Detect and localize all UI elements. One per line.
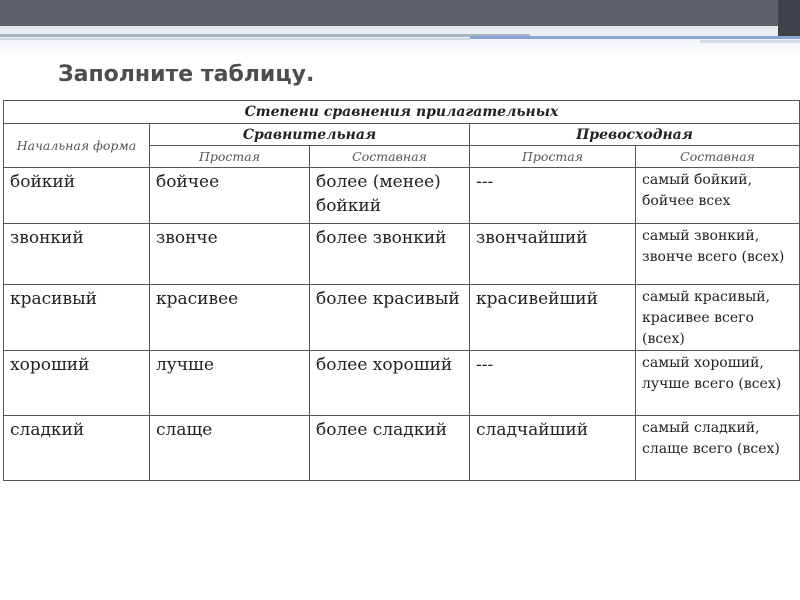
decor-corner: [778, 0, 800, 36]
table-row: [4, 416, 800, 481]
cell-initial: хороший: [4, 351, 150, 416]
slide-title: Заполните таблицу.: [58, 62, 315, 87]
cell-initial: красивый: [4, 285, 150, 351]
decor-stripe: [470, 36, 800, 39]
cell-superlative-compound: самый красивый, красивее всего (всех): [636, 285, 800, 351]
header-superlative-compound: Составная: [636, 146, 800, 168]
table-row: [4, 285, 800, 351]
cell-comparative-compound: более красивый: [310, 285, 470, 351]
header-comparative-simple: Простая: [150, 146, 310, 168]
table-row: [4, 168, 800, 224]
cell-initial: бойкий: [4, 168, 150, 224]
cell-comparative-simple: бойчее: [150, 168, 310, 224]
cell-superlative-simple: звончайший: [470, 224, 636, 285]
cell-comparative-simple: слаще: [150, 416, 310, 481]
header-comparative: Сравнительная: [150, 124, 470, 146]
cell-comparative-simple: красивее: [150, 285, 310, 351]
adjective-degrees-table: [3, 100, 800, 481]
table-caption-row: [4, 101, 800, 124]
decor-stripe: [700, 40, 800, 43]
table-row: [4, 351, 800, 416]
cell-comparative-simple: звонче: [150, 224, 310, 285]
cell-comparative-compound: более звонкий: [310, 224, 470, 285]
cell-superlative-simple: красивейший: [470, 285, 636, 351]
table-row: [4, 224, 800, 285]
cell-comparative-simple: лучше: [150, 351, 310, 416]
header-superlative: Превосходная: [470, 124, 800, 146]
cell-superlative-compound: самый бойкий, бойчее всех: [636, 168, 800, 224]
cell-comparative-compound: более хороший: [310, 351, 470, 416]
cell-comparative-compound: более (менее) бойкий: [310, 168, 470, 224]
header-initial-form: Начальная форма: [4, 124, 150, 168]
cell-initial: звонкий: [4, 224, 150, 285]
decor-stripe: [0, 38, 470, 40]
cell-superlative-simple: сладчайший: [470, 416, 636, 481]
cell-superlative-simple: ---: [470, 168, 636, 224]
table-group-header-row: [4, 124, 800, 146]
decor-stripe: [0, 34, 530, 37]
cell-superlative-compound: самый хороший, лучше всего (всех): [636, 351, 800, 416]
cell-initial: сладкий: [4, 416, 150, 481]
table-caption: Степени сравнения прилагательных: [4, 101, 800, 124]
slide-header-band: [0, 26, 800, 56]
cell-comparative-compound: более сладкий: [310, 416, 470, 481]
cell-superlative-compound: самый сладкий, слаще всего (всех): [636, 416, 800, 481]
header-superlative-simple: Простая: [470, 146, 636, 168]
cell-superlative-compound: самый звонкий, звонче всего (всех): [636, 224, 800, 285]
header-comparative-compound: Составная: [310, 146, 470, 168]
slide-top-bar: [0, 0, 800, 26]
cell-superlative-simple: ---: [470, 351, 636, 416]
